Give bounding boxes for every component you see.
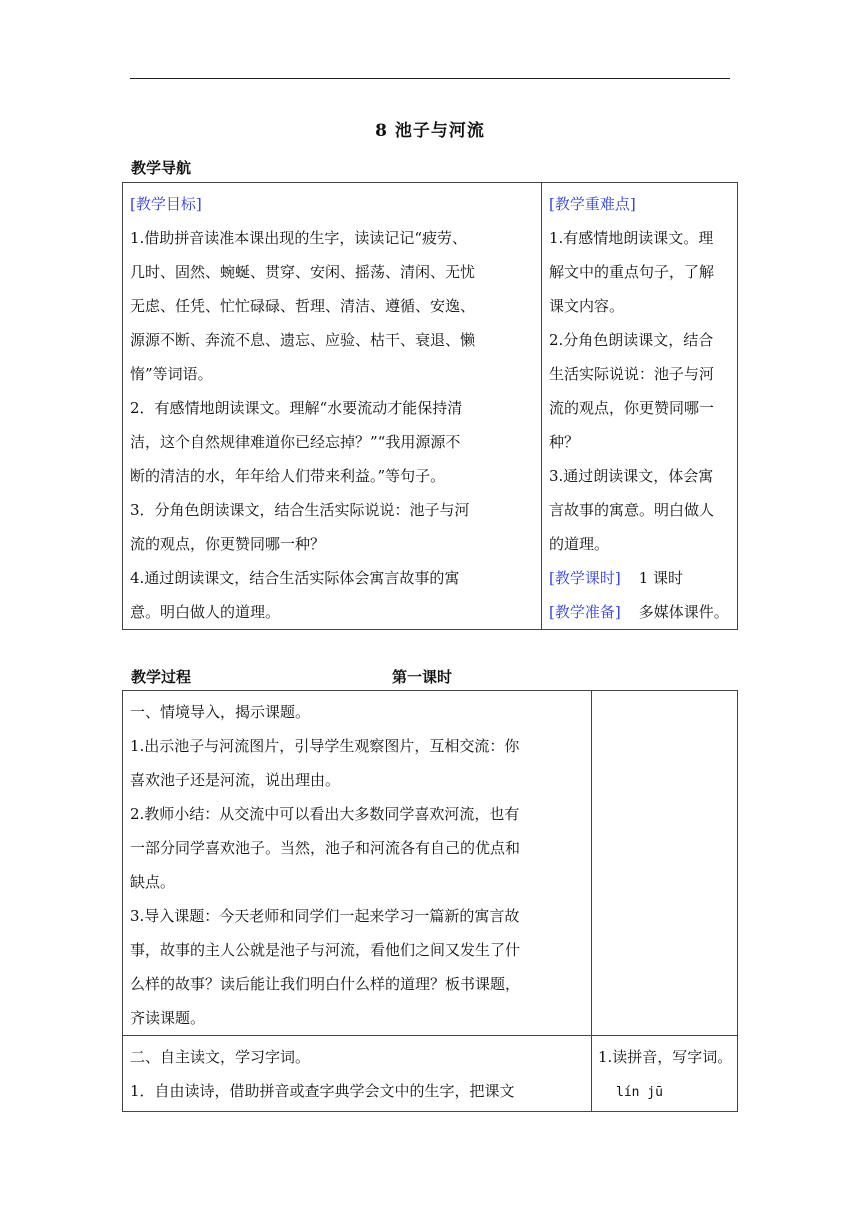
side-note: 1.读拼音，写字词。 <box>598 1048 733 1066</box>
goal-line: 4.通过朗读课文，结合生活实际体会寓言故事的寓 <box>130 569 460 587</box>
teaching-hours-label: [教学课时] <box>549 569 621 587</box>
key-point-line: 解文中的重点句子，了解 <box>549 263 715 281</box>
key-points-cell <box>542 183 738 630</box>
process-line: 事，故事的主人公就是池子与河流，看他们之间又发生了什 <box>130 941 521 959</box>
process-line: 二、自主读文，学习字词。 <box>130 1048 311 1066</box>
key-point-line: 3.通过朗读课文，体会寓 <box>549 467 714 485</box>
key-point-line: 2.分角色朗读课文，结合 <box>549 331 714 349</box>
process-side-cell <box>592 1036 738 1112</box>
key-point-line: 言故事的寓意。明白做人 <box>549 501 715 519</box>
teaching-prep-label: [教学准备] <box>549 603 621 621</box>
pinyin-text: lín jū <box>616 1085 663 1100</box>
goal-line: 断的清洁的水，年年给人们带来利益。”等句子。 <box>130 467 446 485</box>
key-point-line: 流的观点，你更赞同哪一 <box>549 399 715 417</box>
goal-line: 2．有感情地朗读课文。理解“水要流动才能保持清 <box>130 399 463 417</box>
key-point-line: 生活实际说说：池子与河 <box>549 365 715 383</box>
goal-line: 洁，这个自然规律难道你已经忘掉？”“我用源源不 <box>130 433 461 451</box>
teaching-process-table <box>122 690 738 1112</box>
goal-line: 惰”等词语。 <box>130 365 213 383</box>
process-line: 2.教师小结：从交流中可以看出大多数同学喜欢河流，也有 <box>130 805 520 823</box>
goal-line: 无虑、任凭、忙忙碌碌、哲理、清洁、遵循、安逸、 <box>130 297 476 315</box>
key-point-line: 1.有感情地朗读课文。理 <box>549 229 714 247</box>
teaching-nav-label: 教学导航 <box>131 159 192 177</box>
process-line: 一、情境导入，揭示课题。 <box>130 703 311 721</box>
key-points-heading: [教学重难点] <box>549 195 636 213</box>
process-part2-cell <box>123 1036 592 1112</box>
process-side-cell-empty <box>592 691 738 1036</box>
process-line: 一部分同学喜欢池子。当然，池子和河流各有自己的优点和 <box>130 839 521 857</box>
process-line: 齐读课题。 <box>130 1009 206 1027</box>
teaching-process-label: 教学过程 <box>131 668 192 686</box>
process-line: 么样的故事？读后能让我们明白什么样的道理？板书课题， <box>130 975 521 993</box>
key-point-line: 课文内容。 <box>549 297 625 315</box>
goal-line: 3．分角色朗读课文，结合生活实际说说：池子与河 <box>130 501 470 519</box>
header-rule <box>130 78 730 79</box>
teaching-hours <box>549 561 732 595</box>
process-line: 3.导入课题：今天老师和同学们一起来学习一篇新的寓言故 <box>130 907 520 925</box>
goal-line: 意。明白做人的道理。 <box>130 603 281 621</box>
process-line: 1.出示池子与河流图片，引导学生观察图片，互相交流：你 <box>130 737 520 755</box>
pinyin-line <box>598 1074 733 1110</box>
goals-cell <box>123 183 542 630</box>
process-line: 喜欢池子还是河流，说出理由。 <box>130 771 341 789</box>
process-part1-cell <box>123 691 592 1036</box>
goal-line: 流的观点，你更赞同哪一种？ <box>130 535 326 553</box>
goals-heading: [教学目标] <box>130 195 202 213</box>
key-point-line: 种？ <box>549 433 580 451</box>
page-title: 8 池子与河流 <box>375 121 485 141</box>
process-line: 1．自由读诗，借助拼音或查字典学会文中的生字，把课文 <box>130 1082 515 1100</box>
goal-line: 几时、固然、蜿蜒、贯穿、安闲、摇荡、清闲、无忧 <box>130 263 476 281</box>
teaching-hours-value: 1 课时 <box>638 569 684 587</box>
teaching-prep <box>549 595 732 629</box>
process-line: 缺点。 <box>130 873 176 891</box>
goal-line: 源源不断、奔流不息、遗忘、应验、枯干、衰退、懒 <box>130 331 476 349</box>
teaching-prep-value: 多媒体课件。 <box>638 603 729 621</box>
teaching-nav-table <box>122 182 738 630</box>
goal-line: 1.借助拼音读准本课出现的生字，读读记记“疲劳、 <box>130 229 467 247</box>
key-point-line: 的道理。 <box>549 535 610 553</box>
lesson-label: 第一课时 <box>392 668 453 686</box>
